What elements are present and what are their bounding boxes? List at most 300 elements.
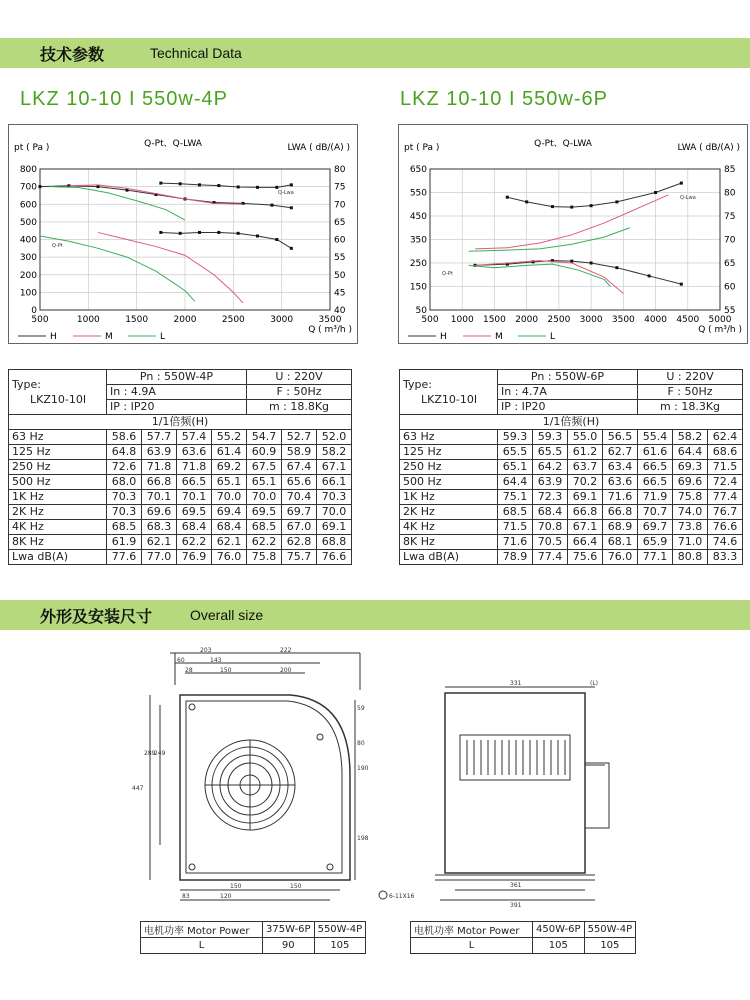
col-375w-6p: 375W-6P xyxy=(263,922,315,938)
dim-59: 59 xyxy=(357,705,365,712)
y-tick-label-left: 350 xyxy=(409,235,427,246)
table-cell: 59.3 xyxy=(498,430,533,445)
table-row xyxy=(400,445,743,460)
table-cell: 69.7 xyxy=(638,520,673,535)
dim-361: 361 xyxy=(510,882,522,889)
y-tick-label-left: 250 xyxy=(409,259,427,269)
table-cell: 78.9 xyxy=(498,550,533,565)
table-cell: 75.1 xyxy=(498,490,533,505)
y-tick-label-right: 65 xyxy=(334,217,346,228)
y-tick-label-left: 550 xyxy=(409,188,427,199)
section-title-cn: 外形及安装尺寸 xyxy=(40,607,153,626)
table-cell: 68.5 xyxy=(498,505,533,520)
m-cell: m : 18.8Kg xyxy=(247,400,352,415)
chart-6p xyxy=(398,124,748,344)
y-tick-label-right: 55 xyxy=(724,306,736,316)
data-point xyxy=(275,186,278,189)
dim-60: 60 xyxy=(177,657,185,664)
y-tick-label-left: 0 xyxy=(31,306,37,316)
f-cell: F : 50Hz xyxy=(638,385,743,400)
table-cell: 69.5 xyxy=(177,505,212,520)
table-row xyxy=(9,550,352,565)
table-cell: 70.0 xyxy=(212,490,247,505)
u-cell: U : 220V xyxy=(638,370,743,385)
y-tick-label-left: 450 xyxy=(409,212,427,222)
frequency-label: 63 Hz xyxy=(400,430,498,445)
table-cell: 68.5 xyxy=(107,520,142,535)
table-cell: 70.5 xyxy=(533,535,568,550)
data-point xyxy=(159,182,162,185)
table-cell: 66.8 xyxy=(603,505,638,520)
chart-subtitle: Q-Pt、Q-LWA xyxy=(144,139,202,149)
table-cell: 71.9 xyxy=(638,490,673,505)
table-cell: 67.4 xyxy=(282,460,317,475)
y-tick-label-right: 70 xyxy=(724,235,736,246)
table-cell: 65.1 xyxy=(498,460,533,475)
value-105: 105 xyxy=(314,938,366,954)
table-row xyxy=(9,490,352,505)
y-tick-label-left: 50 xyxy=(415,306,427,316)
table-cell: 72.6 xyxy=(107,460,142,475)
ip-cell: IP : IP20 xyxy=(498,400,638,415)
spec-table-4p xyxy=(8,369,352,565)
table-cell: 73.8 xyxy=(673,520,708,535)
table-cell: 69.6 xyxy=(673,475,708,490)
table-cell: 56.5 xyxy=(603,430,638,445)
frequency-label: 8K Hz xyxy=(400,535,498,550)
frequency-label: 1K Hz xyxy=(400,490,498,505)
dim-198: 198 xyxy=(357,835,369,842)
x-tick-label: 1500 xyxy=(125,315,149,325)
table-cell: 69.6 xyxy=(142,505,177,520)
table-cell: 66.5 xyxy=(638,460,673,475)
col-550w-4p: 550W-4P xyxy=(314,922,366,938)
y-tick-label-right: 80 xyxy=(334,165,346,175)
table-cell: 64.4 xyxy=(673,445,708,460)
frequency-label: 2K Hz xyxy=(9,505,107,520)
frequency-label: Lwa dB(A) xyxy=(9,550,107,565)
table-cell: 65.6 xyxy=(282,475,317,490)
dim-28: 28 xyxy=(185,667,193,674)
curve-label-pt: Q-Pt xyxy=(442,271,453,277)
table-cell: 63.9 xyxy=(533,475,568,490)
dim-200: 200 xyxy=(280,667,292,674)
table-cell: 62.1 xyxy=(212,535,247,550)
table-cell: 80.8 xyxy=(673,550,708,565)
frequency-label: 500 Hz xyxy=(400,475,498,490)
series-line-L xyxy=(469,264,611,286)
y-tick-label-right: 75 xyxy=(334,182,346,193)
legend-label-M: M xyxy=(495,332,503,342)
data-point xyxy=(615,266,618,269)
table-cell: 68.1 xyxy=(603,535,638,550)
x-tick-label: 500 xyxy=(421,315,439,325)
frequency-label: 500 Hz xyxy=(9,475,107,490)
type-label: Type: xyxy=(12,378,41,391)
col-450w-6p: 450W-6P xyxy=(533,922,585,938)
frequency-label: 8K Hz xyxy=(9,535,107,550)
legend-label-L: L xyxy=(160,332,166,342)
y-tick-label-right: 60 xyxy=(724,282,736,293)
data-point xyxy=(680,283,683,286)
series-line-L xyxy=(40,236,195,301)
table-cell: 60.9 xyxy=(247,445,282,460)
table-cell: 57.7 xyxy=(142,430,177,445)
dim-83: 83 xyxy=(182,893,190,900)
x-tick-label: 4000 xyxy=(644,315,668,325)
table-cell: 62.7 xyxy=(603,445,638,460)
y-tick-label-left: 150 xyxy=(409,282,427,293)
data-point xyxy=(97,185,100,188)
data-point xyxy=(256,186,259,189)
y-tick-label-left: 200 xyxy=(19,270,37,281)
y-tick-label-right: 40 xyxy=(334,306,346,316)
dim-203: 203 xyxy=(200,647,212,654)
table-cell: 68.4 xyxy=(212,520,247,535)
y-tick-label-left: 600 xyxy=(19,200,37,211)
table-row xyxy=(400,505,743,520)
table-row xyxy=(400,475,743,490)
frequency-label: Lwa dB(A) xyxy=(400,550,498,565)
dim-190: 190 xyxy=(357,765,369,772)
data-point xyxy=(570,260,573,263)
table-row xyxy=(9,475,352,490)
dim-143: 143 xyxy=(210,657,222,664)
dim-391: 391 xyxy=(510,902,522,909)
y-axis-label-left: pt ( Pa ) xyxy=(404,143,440,153)
table-cell: 74.6 xyxy=(708,535,743,550)
table-cell: 63.6 xyxy=(603,475,638,490)
series-line-M xyxy=(475,261,623,294)
dim-222: 222 xyxy=(280,647,292,654)
table-cell: 55.4 xyxy=(638,430,673,445)
table-cell: 57.4 xyxy=(177,430,212,445)
x-tick-label: 4500 xyxy=(676,315,700,325)
section-title-en: Technical Data xyxy=(150,45,242,61)
table-row xyxy=(400,535,743,550)
table-cell: 69.5 xyxy=(247,505,282,520)
table-cell: 68.0 xyxy=(107,475,142,490)
data-point xyxy=(290,206,293,209)
in-cell: In : 4.7A xyxy=(498,385,638,400)
data-point xyxy=(590,262,593,265)
x-axis-label: Q ( m³/h ) xyxy=(698,325,742,335)
curve-label-lwa: Q-Lwa xyxy=(278,190,294,196)
table-cell: 70.4 xyxy=(282,490,317,505)
table-cell: 74.0 xyxy=(673,505,708,520)
table-cell: 76.0 xyxy=(212,550,247,565)
table-cell: 65.5 xyxy=(533,445,568,460)
value-105: 105 xyxy=(533,938,585,954)
table-cell: 61.9 xyxy=(107,535,142,550)
table-cell: 67.0 xyxy=(282,520,317,535)
x-tick-label: 1000 xyxy=(76,315,100,325)
table-cell: 64.8 xyxy=(107,445,142,460)
row-label-l: L xyxy=(411,938,533,954)
table-cell: 65.1 xyxy=(212,475,247,490)
table-cell: 72.3 xyxy=(533,490,568,505)
table-cell: 66.8 xyxy=(142,475,177,490)
table-row xyxy=(400,490,743,505)
y-tick-label-right: 65 xyxy=(724,259,736,269)
table-row xyxy=(9,535,352,550)
value-90: 90 xyxy=(263,938,315,954)
table-cell: 58.2 xyxy=(673,430,708,445)
table-cell: 70.0 xyxy=(317,505,352,520)
data-point xyxy=(654,191,657,194)
y-axis-label-left: pt ( Pa ) xyxy=(14,143,50,153)
model-title-4p: LKZ 10-10 I 550w-4P xyxy=(20,88,228,110)
section-title-en: Overall size xyxy=(190,607,264,623)
table-row xyxy=(9,505,352,520)
table-cell: 66.5 xyxy=(638,475,673,490)
table-cell: 70.8 xyxy=(533,520,568,535)
table-cell: 68.9 xyxy=(603,520,638,535)
curve-label-pt: Q-Pt xyxy=(52,243,63,249)
table-cell: 71.0 xyxy=(673,535,708,550)
table-cell: 62.8 xyxy=(282,535,317,550)
y-axis-label-right: LWA ( dB/(A) ) xyxy=(287,143,350,153)
y-tick-label-right: 45 xyxy=(334,288,346,299)
y-tick-label-left: 400 xyxy=(19,235,37,246)
frequency-label: 2K Hz xyxy=(400,505,498,520)
data-point xyxy=(179,182,182,185)
data-point xyxy=(275,238,278,241)
table-cell: 55.0 xyxy=(568,430,603,445)
x-tick-label: 2500 xyxy=(547,315,571,325)
table-cell: 68.6 xyxy=(708,445,743,460)
overall-size-banner xyxy=(0,600,750,630)
table-cell: 58.2 xyxy=(317,445,352,460)
pn-cell: Pn : 550W-4P xyxy=(107,370,247,385)
table-cell: 70.3 xyxy=(107,490,142,505)
y-tick-label-right: 75 xyxy=(724,212,736,222)
table-cell: 76.6 xyxy=(317,550,352,565)
data-point xyxy=(198,231,201,234)
table-cell: 75.7 xyxy=(282,550,317,565)
chart-frame xyxy=(9,125,358,344)
model-title-6p: LKZ 10-10 I 550w-6P xyxy=(400,88,608,110)
x-tick-label: 500 xyxy=(31,315,49,325)
technical-data-banner xyxy=(0,38,750,68)
table-cell: 71.5 xyxy=(498,520,533,535)
table-row xyxy=(400,550,743,565)
data-point xyxy=(615,200,618,203)
data-point xyxy=(198,183,201,186)
table-cell: 71.8 xyxy=(142,460,177,475)
table-cell: 72.4 xyxy=(708,475,743,490)
dim-120: 120 xyxy=(220,893,232,900)
series-line-L xyxy=(50,187,185,220)
table-cell: 61.6 xyxy=(638,445,673,460)
table-cell: 52.7 xyxy=(282,430,317,445)
x-tick-label: 3000 xyxy=(579,315,603,325)
table-cell: 54.7 xyxy=(247,430,282,445)
table-cell: 62.2 xyxy=(177,535,212,550)
table-cell: 77.6 xyxy=(107,550,142,565)
y-tick-label-left: 500 xyxy=(19,217,37,228)
table-cell: 65.5 xyxy=(498,445,533,460)
dim-249: 249 xyxy=(154,750,166,757)
table-cell: 69.1 xyxy=(317,520,352,535)
front-view-drawing xyxy=(130,645,370,910)
type-cell xyxy=(400,370,498,415)
data-point xyxy=(39,185,42,188)
motor-power-header: 电机功率 Motor Power xyxy=(141,922,263,938)
table-cell: 71.5 xyxy=(708,460,743,475)
y-tick-label-right: 70 xyxy=(334,200,346,211)
table-cell: 62.2 xyxy=(247,535,282,550)
table-cell: 65.1 xyxy=(247,475,282,490)
table-cell: 63.4 xyxy=(603,460,638,475)
y-axis-label-right: LWA ( dB/(A) ) xyxy=(677,143,740,153)
table-cell: 71.6 xyxy=(603,490,638,505)
frequency-label: 125 Hz xyxy=(400,445,498,460)
y-tick-label-left: 300 xyxy=(19,253,37,264)
frequency-label: 4K Hz xyxy=(9,520,107,535)
y-tick-label-right: 50 xyxy=(334,270,346,281)
table-cell: 70.3 xyxy=(317,490,352,505)
frequency-label: 250 Hz xyxy=(9,460,107,475)
table-cell: 63.7 xyxy=(568,460,603,475)
data-point xyxy=(179,232,182,235)
frequency-label: 250 Hz xyxy=(400,460,498,475)
model-label: LKZ10-10I xyxy=(421,393,478,406)
table-cell: 67.5 xyxy=(247,460,282,475)
x-tick-label: 2000 xyxy=(173,315,197,325)
x-tick-label: 5000 xyxy=(708,315,732,325)
y-tick-label-left: 800 xyxy=(19,165,37,175)
col-550w-4p: 550W-4P xyxy=(584,922,636,938)
motor-power-table-left xyxy=(140,921,366,954)
data-point xyxy=(159,231,162,234)
table-row xyxy=(9,460,352,475)
table-row xyxy=(9,520,352,535)
table-cell: 68.8 xyxy=(317,535,352,550)
table-cell: 55.2 xyxy=(212,430,247,445)
curve-label-lwa: Q-Lwa xyxy=(680,195,696,201)
m-cell: m : 18.3Kg xyxy=(638,400,743,415)
table-cell: 75.6 xyxy=(568,550,603,565)
table-cell: 70.1 xyxy=(142,490,177,505)
row-label-l: L xyxy=(141,938,263,954)
pn-cell: Pn : 550W-6P xyxy=(498,370,638,385)
dim-331: 331 xyxy=(510,680,522,687)
table-row xyxy=(400,520,743,535)
table-cell: 64.2 xyxy=(533,460,568,475)
x-tick-label: 3500 xyxy=(611,315,635,325)
dim-80: 80 xyxy=(357,740,365,747)
table-cell: 83.3 xyxy=(708,550,743,565)
data-point xyxy=(648,274,651,277)
table-row xyxy=(9,445,352,460)
section-title-cn: 技术参数 xyxy=(40,45,105,64)
table-cell: 70.1 xyxy=(177,490,212,505)
data-point xyxy=(217,231,220,234)
table-cell: 76.7 xyxy=(708,505,743,520)
legend-label-H: H xyxy=(440,332,447,342)
table-cell: 66.1 xyxy=(317,475,352,490)
table-cell: 70.0 xyxy=(247,490,282,505)
table-cell: 65.9 xyxy=(638,535,673,550)
table-cell: 69.4 xyxy=(212,505,247,520)
legend-label-M: M xyxy=(105,332,113,342)
table-row xyxy=(400,460,743,475)
frequency-label: 1K Hz xyxy=(9,490,107,505)
table-cell: 71.8 xyxy=(177,460,212,475)
table-row xyxy=(9,430,352,445)
table-cell: 75.8 xyxy=(247,550,282,565)
table-cell: 66.5 xyxy=(177,475,212,490)
value-105: 105 xyxy=(584,938,636,954)
table-cell: 69.2 xyxy=(212,460,247,475)
table-cell: 66.8 xyxy=(568,505,603,520)
table-cell: 58.9 xyxy=(282,445,317,460)
hole-note: 6-11X16 xyxy=(389,893,415,900)
octave-header: 1/1倍频(H) xyxy=(9,415,352,430)
dim-150c: 150 xyxy=(290,883,302,890)
table-cell: 70.7 xyxy=(638,505,673,520)
table-cell: 62.4 xyxy=(708,430,743,445)
table-cell: 67.1 xyxy=(568,520,603,535)
frequency-label: 125 Hz xyxy=(9,445,107,460)
table-cell: 61.4 xyxy=(212,445,247,460)
chart-4p xyxy=(8,124,358,344)
x-tick-label: 1000 xyxy=(450,315,474,325)
table-cell: 68.4 xyxy=(177,520,212,535)
table-cell: 68.3 xyxy=(142,520,177,535)
dim-L: (L) xyxy=(590,680,599,687)
table-cell: 75.8 xyxy=(673,490,708,505)
data-point xyxy=(290,247,293,250)
y-tick-label-right: 55 xyxy=(334,253,346,264)
table-cell: 77.0 xyxy=(142,550,177,565)
chart-subtitle: Q-Pt、Q-LWA xyxy=(534,139,592,149)
table-cell: 77.1 xyxy=(638,550,673,565)
in-cell: In : 4.9A xyxy=(107,385,247,400)
data-point xyxy=(217,184,220,187)
frequency-label: 4K Hz xyxy=(400,520,498,535)
table-cell: 64.4 xyxy=(498,475,533,490)
data-point xyxy=(506,196,509,199)
data-point xyxy=(680,182,683,185)
table-cell: 76.9 xyxy=(177,550,212,565)
x-tick-label: 3000 xyxy=(270,315,294,325)
data-point xyxy=(271,204,274,207)
table-cell: 70.2 xyxy=(568,475,603,490)
series-line-M xyxy=(475,195,668,249)
y-tick-label-right: 60 xyxy=(334,235,346,246)
u-cell: U : 220V xyxy=(247,370,352,385)
side-view-drawing xyxy=(375,675,615,910)
y-tick-label-right: 80 xyxy=(724,188,736,199)
table-cell: 69.3 xyxy=(673,460,708,475)
x-tick-label: 3500 xyxy=(318,315,342,325)
data-point xyxy=(237,185,240,188)
dim-150b: 150 xyxy=(230,883,242,890)
ip-cell: IP : IP20 xyxy=(107,400,247,415)
table-cell: 68.4 xyxy=(533,505,568,520)
table-cell: 77.4 xyxy=(533,550,568,565)
table-cell: 69.7 xyxy=(282,505,317,520)
motor-power-header: 电机功率 Motor Power xyxy=(411,922,533,938)
model-label: LKZ10-10I xyxy=(30,393,87,406)
dim-289: 289 xyxy=(144,750,156,757)
table-cell: 68.5 xyxy=(247,520,282,535)
type-label: Type: xyxy=(403,378,432,391)
octave-header: 1/1倍频(H) xyxy=(400,415,743,430)
spec-table-6p xyxy=(399,369,743,565)
